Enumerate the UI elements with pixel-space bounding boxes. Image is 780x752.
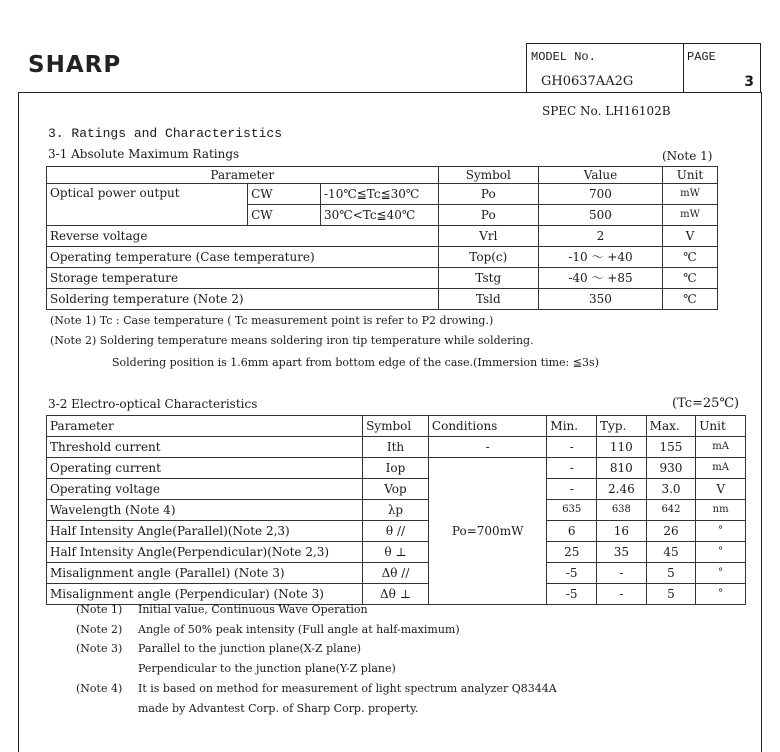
table-row — [47, 437, 746, 458]
table-row — [47, 226, 718, 247]
table-row — [47, 500, 746, 521]
eo-note-4-text: It is based on method for measurement of light spectrum analyzer Q8344A — [138, 682, 557, 695]
typ-cell: - — [597, 584, 647, 605]
header-parameter: Parameter — [47, 416, 363, 437]
absolute-max-ratings-table — [46, 166, 718, 310]
unit-cell: ° — [696, 563, 746, 584]
param-cell: Misalignment angle (Parallel) (Note 3) — [47, 563, 363, 584]
symbol-cell: Top(c) — [438, 247, 538, 268]
symbol-cell: Tsld — [438, 289, 538, 310]
eo-note-4-label: (Note 4) — [76, 682, 123, 695]
symbol-cell: λp — [363, 500, 429, 521]
table-row — [47, 247, 718, 268]
abs-max-title: 3-1 Absolute Maximum Ratings — [48, 147, 240, 161]
electro-optical-table — [46, 415, 746, 605]
header-conditions: Conditions — [428, 416, 547, 437]
eo-title: 3-2 Electro-optical Characteristics — [48, 397, 258, 411]
table-row — [47, 184, 718, 205]
min-cell: - — [547, 458, 597, 479]
param-cell: Half Intensity Angle(Parallel)(Note 2,3) — [47, 521, 363, 542]
max-cell: 3.0 — [646, 479, 696, 500]
min-cell: 25 — [547, 542, 597, 563]
symbol-cell: θ // — [363, 521, 429, 542]
eo-note-1-label: (Note 1) — [76, 603, 123, 616]
eo-note-3-cont: Perpendicular to the junction plane(Y-Z plane) — [138, 662, 396, 675]
symbol-cell: Iop — [363, 458, 429, 479]
table-row — [47, 542, 746, 563]
eo-note-4-cont: made by Advantest Corp. of Sharp Corp. property. — [138, 702, 419, 715]
unit-cell: ℃ — [662, 289, 717, 310]
header-unit: Unit — [662, 167, 717, 184]
header-value: Value — [539, 167, 663, 184]
symbol-cell: Po — [438, 184, 538, 205]
symbol-cell: Vrl — [438, 226, 538, 247]
table-row — [47, 584, 746, 605]
unit-cell: mA — [696, 437, 746, 458]
symbol-cell: Δθ // — [363, 563, 429, 584]
max-cell: 5 — [646, 563, 696, 584]
min-cell: -5 — [547, 584, 597, 605]
min-cell: 6 — [547, 521, 597, 542]
model-label: MODEL No. — [531, 50, 596, 64]
value-cell: -10 ～ +40 — [539, 247, 663, 268]
param-cell: Operating voltage — [47, 479, 363, 500]
page-number: 3 — [744, 74, 754, 90]
max-cell: 5 — [646, 584, 696, 605]
unit-cell: V — [662, 226, 717, 247]
model-page-box — [526, 43, 761, 93]
abs-note-1: (Note 1) Tc : Case temperature ( Tc measurement point is refer to P2 drowing.) — [50, 314, 494, 327]
condition-cell: -10℃≦Tc≦30℃ — [321, 184, 439, 205]
header-min: Min. — [547, 416, 597, 437]
param-cell: Wavelength (Note 4) — [47, 500, 363, 521]
eo-note-2-label: (Note 2) — [76, 623, 123, 636]
unit-cell: ° — [696, 521, 746, 542]
eo-note-3-label: (Note 3) — [76, 642, 123, 655]
symbol-cell: Ith — [363, 437, 429, 458]
unit-cell: nm — [696, 500, 746, 521]
param-cell: Soldering temperature (Note 2) — [47, 289, 439, 310]
min-cell: 635 — [547, 500, 597, 521]
param-cell: Half Intensity Angle(Perpendicular)(Note 2,3) — [47, 542, 363, 563]
header-symbol: Symbol — [363, 416, 429, 437]
value-cell: 2 — [539, 226, 663, 247]
max-cell: 155 — [646, 437, 696, 458]
param-optical-power: Optical power output — [47, 184, 248, 226]
table-row — [47, 289, 718, 310]
param-cell: Misalignment angle (Perpendicular) (Note 3) — [47, 584, 363, 605]
symbol-cell: Vop — [363, 479, 429, 500]
mode-cell: CW — [248, 184, 321, 205]
condition-cell: - — [428, 437, 547, 458]
header-unit: Unit — [696, 416, 746, 437]
param-cell: Threshold current — [47, 437, 363, 458]
max-cell: 930 — [646, 458, 696, 479]
header-typ: Typ. — [597, 416, 647, 437]
unit-cell: mW — [662, 184, 717, 205]
eo-note-1-text: Initial value, Continuous Wave Operation — [138, 603, 368, 616]
sharp-logo: SHARP — [28, 52, 122, 78]
param-cell: Operating temperature (Case temperature) — [47, 247, 439, 268]
min-cell: - — [547, 437, 597, 458]
unit-cell: V — [696, 479, 746, 500]
unit-cell: ° — [696, 584, 746, 605]
symbol-cell: Tstg — [438, 268, 538, 289]
max-cell: 45 — [646, 542, 696, 563]
typ-cell: - — [597, 563, 647, 584]
table-row — [47, 268, 718, 289]
value-cell: 350 — [539, 289, 663, 310]
unit-cell: mW — [662, 205, 717, 226]
min-cell: - — [547, 479, 597, 500]
page-label: PAGE — [687, 50, 716, 64]
header-symbol: Symbol — [438, 167, 538, 184]
unit-cell: ℃ — [662, 247, 717, 268]
condition-cell: 30℃<Tc≦40℃ — [321, 205, 439, 226]
spec-number: SPEC No. LH16102B — [542, 104, 671, 118]
table-row — [47, 563, 746, 584]
symbol-cell: Δθ ⊥ — [363, 584, 429, 605]
min-cell: -5 — [547, 563, 597, 584]
condition-po-cell: Po=700mW — [428, 458, 547, 605]
max-cell: 642 — [646, 500, 696, 521]
section-title: 3. Ratings and Characteristics — [48, 126, 283, 141]
typ-cell: 638 — [597, 500, 647, 521]
abs-note-2-cont: Soldering position is 1.6mm apart from bottom edge of the case.(Immersion time: ≦3s) — [112, 356, 599, 369]
param-cell: Operating current — [47, 458, 363, 479]
typ-cell: 110 — [597, 437, 647, 458]
symbol-cell: Po — [438, 205, 538, 226]
eo-note-2-text: Angle of 50% peak intensity (Full angle at half-maximum) — [138, 623, 460, 636]
eo-condition-ref: (Tc=25℃) — [672, 396, 740, 411]
value-cell: 500 — [539, 205, 663, 226]
param-cell: Reverse voltage — [47, 226, 439, 247]
typ-cell: 810 — [597, 458, 647, 479]
unit-cell: ℃ — [662, 268, 717, 289]
value-cell: 700 — [539, 184, 663, 205]
max-cell: 26 — [646, 521, 696, 542]
unit-cell: ° — [696, 542, 746, 563]
abs-max-note-ref: (Note 1) — [662, 149, 713, 163]
param-cell: Storage temperature — [47, 268, 439, 289]
typ-cell: 2.46 — [597, 479, 647, 500]
typ-cell: 16 — [597, 521, 647, 542]
table-row — [47, 458, 746, 479]
symbol-cell: θ ⊥ — [363, 542, 429, 563]
value-cell: -40 ～ +85 — [539, 268, 663, 289]
model-value: GH0637AA2G — [541, 74, 634, 89]
abs-note-2: (Note 2) Soldering temperature means soldering iron tip temperature while soldering. — [50, 334, 534, 347]
header-max: Max. — [646, 416, 696, 437]
typ-cell: 35 — [597, 542, 647, 563]
unit-cell: mA — [696, 458, 746, 479]
mode-cell: CW — [248, 205, 321, 226]
table-row — [47, 521, 746, 542]
header-parameter: Parameter — [47, 167, 439, 184]
eo-note-3-text: Parallel to the junction plane(X-Z plane) — [138, 642, 362, 655]
table-row — [47, 479, 746, 500]
